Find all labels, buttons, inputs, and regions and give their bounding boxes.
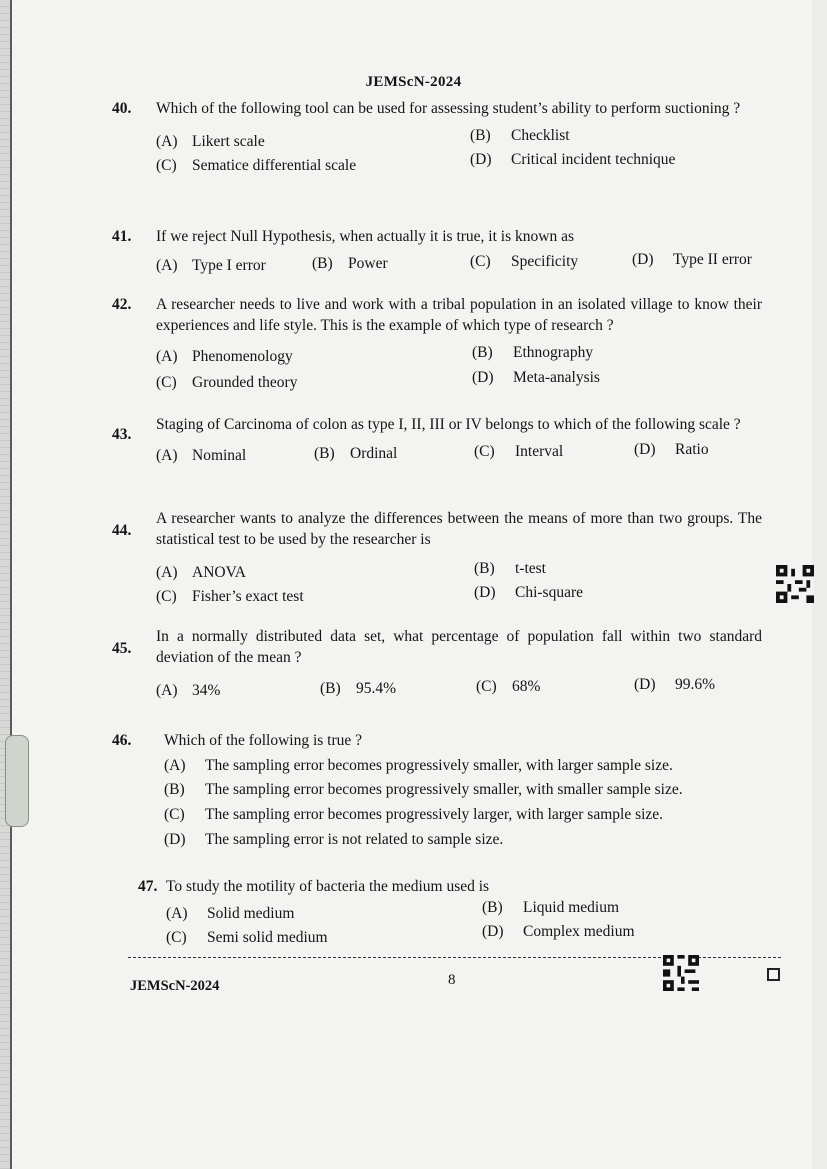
option-d[interactable]: (D) Chi-square: [474, 584, 584, 601]
question-46: [112, 730, 762, 855]
page-number: 8: [448, 972, 456, 988]
qr-code-icon: [663, 955, 699, 991]
options: [156, 554, 762, 605]
question-text: Which of the following tool can be used for assessing student’s ability to perform suctioning ?: [156, 100, 741, 117]
options: [156, 123, 762, 174]
option-c[interactable]: (C) Interval: [474, 443, 564, 460]
corner-square-icon: [767, 968, 780, 981]
option-a[interactable]: (A) 34%: [156, 682, 221, 699]
option-c[interactable]: (C) Fisher’s exact test: [156, 588, 304, 605]
option-b[interactable]: (B) Checklist: [470, 127, 570, 144]
question-number: 41.: [112, 228, 132, 245]
qr-code-icon: [776, 565, 814, 603]
option-d[interactable]: (D) 99.6%: [634, 676, 716, 693]
page-header-title: JEMScN-2024: [365, 74, 462, 90]
option-d[interactable]: (D) Critical incident technique: [470, 151, 676, 168]
option-b[interactable]: (B) Ethnography: [472, 344, 594, 361]
footer-exam-code: JEMScN-2024: [130, 978, 220, 994]
options: [166, 901, 762, 947]
option-a[interactable]: (A) The sampling error becomes progressively smaller, with larger sample size.: [164, 757, 673, 774]
option-c[interactable]: (C) The sampling error becomes progressively larger, with larger sample size.: [164, 806, 664, 823]
option-a[interactable]: (A) Likert scale: [156, 133, 265, 150]
option-c[interactable]: (C) Sematice differential scale: [156, 157, 357, 174]
options: [156, 439, 762, 465]
question-text: A researcher wants to analyze the differences between the means of more than two groups. The statistical test to be used by the researcher is: [156, 510, 762, 548]
options: [164, 755, 762, 855]
option-a[interactable]: (A) ANOVA: [156, 564, 246, 581]
option-b[interactable]: (B) Ordinal: [314, 445, 398, 462]
question-text: A researcher needs to live and work with a tribal population in an isolated village to know their experiences and life style. This is the example of which type of research ?: [156, 296, 762, 334]
option-b[interactable]: (B) t-test: [474, 560, 546, 577]
options: [156, 672, 762, 698]
option-d[interactable]: (D) The sampling error is not related to sample size.: [164, 831, 504, 848]
option-a[interactable]: (A) Nominal: [156, 447, 247, 464]
question-text: If we reject Null Hypothesis, when actually it is true, it is known as: [156, 228, 574, 245]
page-edge-strip: [0, 0, 10, 1169]
question-text: In a normally distributed data set, what percentage of population fall within two standard deviation of the mean ?: [156, 628, 762, 666]
option-c[interactable]: (C) 68%: [476, 678, 541, 695]
question-42: [112, 294, 762, 391]
option-a[interactable]: (A) Type I error: [156, 257, 266, 274]
option-d[interactable]: (D) Type II error: [632, 251, 752, 268]
question-47: [112, 876, 762, 947]
question-number: 45.: [112, 640, 132, 657]
option-d[interactable]: (D) Complex medium: [482, 923, 635, 940]
option-c[interactable]: (C) Specificity: [470, 253, 579, 270]
option-c[interactable]: (C) Grounded theory: [156, 374, 298, 391]
question-text: Staging of Carcinoma of colon as type I, II, III or IV belongs to which of the following scale ?: [156, 416, 741, 433]
question-text: Which of the following is true ?: [164, 732, 363, 749]
question-43: [112, 414, 762, 465]
option-a[interactable]: (A) Solid medium: [166, 905, 295, 922]
option-c[interactable]: (C) Semi solid medium: [166, 929, 328, 946]
question-number: 44.: [112, 522, 132, 539]
question-number: 46.: [112, 732, 132, 749]
option-d[interactable]: (D) Meta-analysis: [472, 369, 600, 386]
option-b[interactable]: (B) Liquid medium: [482, 899, 620, 916]
question-number: 40.: [112, 100, 132, 117]
question-number: 47.: [138, 878, 158, 895]
option-b[interactable]: (B) The sampling error becomes progressively smaller, with smaller sample size.: [164, 781, 683, 798]
question-number: 42.: [112, 296, 132, 313]
option-d[interactable]: (D) Ratio: [634, 441, 709, 458]
question-40: [112, 98, 762, 174]
question-41: [112, 226, 762, 275]
option-a[interactable]: (A) Phenomenology: [156, 348, 293, 365]
option-b[interactable]: (B) 95.4%: [320, 680, 397, 697]
options: [156, 251, 762, 275]
question-text: To study the motility of bacteria the medium used is: [166, 878, 490, 895]
options: [156, 340, 762, 391]
question-number: 43.: [112, 426, 132, 443]
question-44: [112, 508, 762, 605]
option-b[interactable]: (B) Power: [312, 255, 388, 272]
question-45: [112, 626, 762, 698]
binding-tab: [5, 735, 29, 827]
